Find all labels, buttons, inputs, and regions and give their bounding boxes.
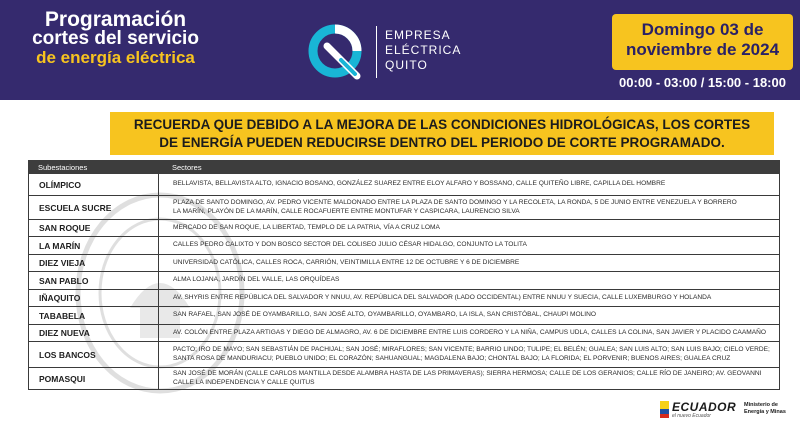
sector-text: SAN RAFAEL, SAN JOSÉ DE OYAMBARILLO, SAN JOSÉ ALTO, OYAMBARILLO, OYAMBARO, LA ISLA, SAN CRISTÓBAL, CHAUPI MOLINO [173, 311, 596, 319]
company-name [385, 28, 461, 73]
company-name-line-2: ELÉCTRICA [385, 43, 462, 57]
title-line-3: de energía eléctrica [36, 48, 195, 67]
company-logo-icon [305, 24, 369, 80]
table-row [28, 196, 780, 220]
sector-list [159, 290, 779, 306]
table-row [28, 368, 780, 390]
sector-text: ALMA LOJANA, JARDÍN DEL VALLE, LAS ORQUÍDEAS [173, 276, 340, 284]
substation-name: DIEZ VIEJA [29, 255, 159, 271]
sector-text: LA MARÍN, PLAYÓN DE LA MARÍN, CALLE ROCAFUERTE ENTRE MONTUFAR Y CASPICARA, LAURENCIO SILVA [173, 207, 520, 215]
table-row [28, 272, 780, 290]
substation-name: TABABELA [29, 307, 159, 324]
substation-name: IÑAQUITO [29, 290, 159, 306]
ecuador-logo [660, 399, 740, 421]
table-row [28, 307, 780, 325]
date-badge [612, 14, 793, 70]
sector-text: PACTO; IRO DE MAYO; SAN SEBASTIÁN DE PACHIJAL; SAN JOSÉ; MIRAFLORES; SAN VICENTE; BARRIO LINDO; TULIPE; EL BELÉN; GUALEA; SAN LUIS ALTO; SAN LUIS BAJO; CIELO VERDE; [173, 345, 770, 353]
notice-line-1: RECUERDA QUE DEBIDO A LA MEJORA DE LAS CONDICIONES HIDROLÓGICAS, LOS CORTES [133, 117, 751, 132]
sector-text: UNIVERSIDAD CATÓLICA, CALLES ROCA, CARRIÓN, VEINTIMILLA ENTRE 12 DE OCTUBRE Y 6 DE DICIEMBRE [173, 258, 520, 266]
table-row [28, 342, 780, 368]
outage-table [28, 160, 780, 390]
sector-list [159, 325, 779, 341]
sector-list [159, 272, 779, 289]
notice-line-2: DE ENERGÍA PUEDEN REDUCIRSE DENTRO DEL PERIODO DE CORTE PROGRAMADO. [159, 135, 725, 150]
outage-hours: 00:00 - 03:00 / 15:00 - 18:00 [619, 75, 786, 90]
date-line-1: Domingo 03 de [641, 20, 764, 39]
header-banner [0, 0, 800, 100]
sector-list [159, 237, 779, 254]
sector-list [159, 174, 779, 195]
substation-name: OLÍMPICO [29, 174, 159, 195]
substation-name: ESCUELA SUCRE [29, 196, 159, 219]
substation-name: POMASQUI [29, 368, 159, 389]
sector-list [159, 368, 779, 389]
company-name-line-1: EMPRESA [385, 28, 451, 42]
title-line-2: cortes del servicio [32, 28, 199, 49]
sector-text: AV. SHYRIS ENTRE REPÚBLICA DEL SALVADOR Y NNUU, AV. REPÚBLICA DEL SALVADOR (LADO OCCIDENTAL) ENTRE NNUU Y SUECIA, CALLE LUXEMBURGO Y HOLANDA [173, 293, 712, 301]
ecuador-wordmark: ECUADOR [672, 400, 737, 414]
sector-text: PLAZA DE SANTO DOMINGO, AV. PEDRO VICENTE MALDONADO ENTRE LA PLAZA DE SANTO DOMINGO Y LA RECOLETA, LA RONDA, 5 DE JUNIO ENTRE VENEZUELA Y BORRERO [173, 198, 737, 206]
ministry-line-1: Ministerio de [744, 402, 778, 408]
substation-name: LOS BANCOS [29, 342, 159, 367]
ecuador-flag-icon [660, 401, 669, 418]
substation-name: DIEZ NUEVA [29, 325, 159, 341]
table-header [28, 160, 780, 174]
column-header-substations: Subestaciones [38, 162, 88, 172]
column-header-sectors: Sectores [172, 162, 202, 172]
sector-list [159, 307, 779, 324]
schedule-title [28, 10, 203, 67]
sector-list [159, 196, 779, 219]
sector-list [159, 220, 779, 236]
sector-text: SAN JOSÉ DE MORÁN (CALLE CARLOS MANTILLA DESDE ALAMBRA HASTA DE LAS PRIMAVERAS); SIERRA HERMOSA; CALLE DE LOS GERANIOS; CALLE RÍO DE JANEIRO; AV. GEOVANNI [173, 369, 762, 377]
date-line-2: noviembre de 2024 [625, 40, 780, 59]
notice-banner [110, 112, 774, 155]
ecuador-tagline: el nuevo Ecuador [672, 413, 711, 419]
sector-text: MERCADO DE SAN ROQUE, LA LIBERTAD, TEMPLO DE LA PATRIA, VÍA A CRUZ LOMA [173, 223, 440, 231]
substation-name: SAN PABLO [29, 272, 159, 289]
logo-divider [376, 26, 377, 78]
sector-text: BELLAVISTA, BELLAVISTA ALTO, IGNACIO BOSANO, GONZÁLEZ SUAREZ ENTRE ELOY ALFARO Y BOSSANO, CALLE QUITEÑO LIBRE, CAPILLA DEL HOMBRE [173, 180, 666, 188]
table-row [28, 220, 780, 237]
sector-list [159, 255, 779, 271]
title-line-1: Programación [44, 8, 187, 31]
sector-text: CALLE LA INDEPENDENCIA Y CALLE QUITUS [173, 378, 315, 386]
table-row [28, 237, 780, 255]
ministry-name [744, 402, 792, 416]
substation-name: LA MARÍN [29, 237, 159, 254]
table-row [28, 325, 780, 342]
table-row [28, 255, 780, 272]
ministry-line-2: Energía y Minas [744, 409, 786, 415]
sector-list [159, 342, 779, 367]
sector-text: SANTA ROSA DE MANDURIACU; PUEBLO UNIDO; EL CORAZÓN; SAHUANGUAL; MAGDALENA BAJO; CHONTAL BAJO; LA FLORIDA; EL PORVENIR; BUENOS AIRES; GUALEA CRUZ [173, 354, 731, 362]
substation-name: SAN ROQUE [29, 220, 159, 236]
sector-text: AV. COLÓN ENTRE PLAZA ARTIGAS Y DIEGO DE ALMAGRO, AV. 6 DE DICIEMBRE ENTRE LUIS CORDERO Y LA NIÑA, CAMPUS UDLA, CALLES LA COLINA, SAN JAVIER Y PLACIDO CAAMAÑO [173, 328, 767, 336]
table-row [28, 174, 780, 196]
company-name-line-3: QUITO [385, 58, 428, 72]
table-row [28, 290, 780, 307]
sector-text: CALLES PEDRO CALIXTO Y DON BOSCO SECTOR DEL COLISEO JULIO CÉSAR HIDALGO, CONJUNTO LA TOLITA [173, 241, 527, 249]
